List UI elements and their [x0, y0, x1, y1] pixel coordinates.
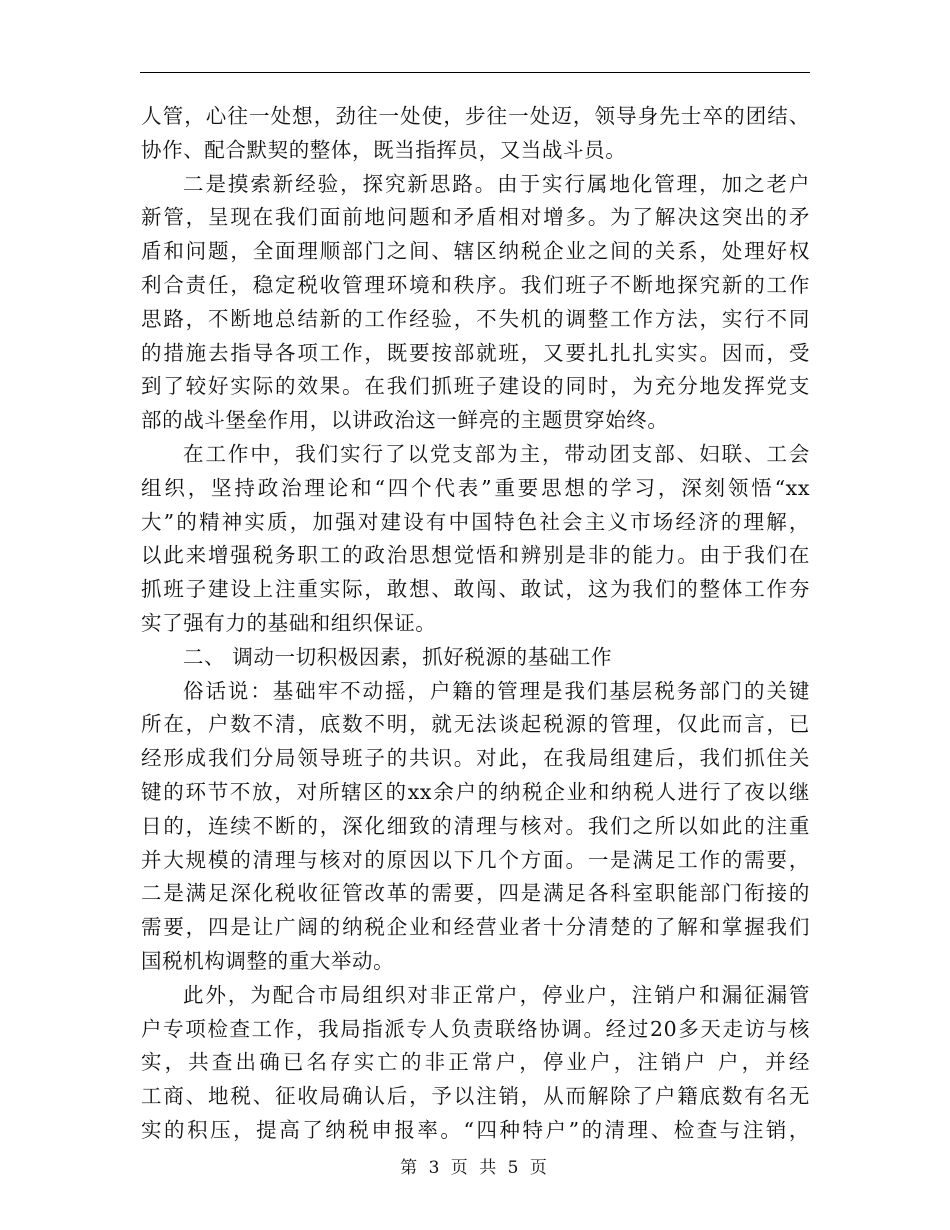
text-line: 部的战斗堡垒作用，以讲政治这一鲜亮的主题贯穿始终。 [141, 408, 669, 433]
text-line: 实，共查出确已名存实亡的非正常户，停业户，注销户 户，并经 [141, 1050, 810, 1075]
text-line: 组织，坚持政治理论和“四个代表”重要思想的学习，深刻领悟“xx [141, 475, 810, 500]
text-line: 思路，不断地总结新的工作经验，不失机的调整工作方法，实行不同 [141, 306, 810, 331]
text-line: 二是满足深化税收征管改革的需要，四是满足各科室职能部门衔接的 [141, 881, 810, 906]
text-line: 新管，呈现在我们面前地问题和矛盾相对增多。为了解决这突出的矛 [141, 205, 810, 230]
text-line: 人管，心往一处想，劲往一处使，步往一处迈，领导身先士卒的团结、 [141, 104, 810, 128]
text-line: 国税机构调整的重大举动。 [141, 948, 395, 973]
text-line: 并大规模的清理与核对的原因以下几个方面。一是满足工作的需要， [141, 847, 810, 872]
text-line: 的措施去指导各项工作，既要按部就班，又要扎扎扎实实。因而，受 [141, 340, 810, 365]
text-line: 所在，户数不清，底数不明，就无法谈起税源的管理，仅此而言，已 [141, 712, 810, 737]
text-line: 二是摸索新经验，探究新思路。由于实行属地化管理，加之老户 [183, 171, 810, 196]
text-line: 此外，为配合市局组织对非正常户，停业户，注销户和漏征漏管 [183, 982, 810, 1007]
text-line: 以此来增强税务职工的政治思想觉悟和辨别是非的能力。由于我们在 [141, 543, 810, 568]
text-line: 工商、地税、征收局确认后，予以注销，从而解除了户籍底数有名无 [141, 1084, 810, 1109]
text-line: 户专项检查工作，我局指派专人负责联络协调。经过20多天走访与核 [141, 1016, 810, 1041]
text-line: 二、 调动一切积极因素，抓好税源的基础工作 [183, 644, 613, 669]
text-line: 利合责任，稳定税收管理环境和秩序。我们班子不断地探究新的工作 [141, 272, 810, 297]
text-line: 经形成我们分局领导班子的共识。对此，在我局组建后，我们抓住关 [141, 746, 810, 771]
text-line: 大”的精神实质，加强对建设有中国特色社会主义市场经济的理解， [141, 509, 810, 534]
text-line: 盾和问题，全面理顺部门之间、辖区纳税企业之间的关系，处理好权 [141, 239, 810, 264]
text-line: 俗话说：基础牢不动摇，户籍的管理是我们基层税务部门的关键 [183, 678, 810, 703]
text-line: 抓班子建设上注重实际，敢想、敢闯、敢试，这为我们的整体工作夯 [141, 577, 810, 602]
text-line: 到了较好实际的效果。在我们抓班子建设的同时，为充分地发挥党支 [141, 374, 810, 399]
text-line: 在工作中，我们实行了以党支部为主，带动团支部、妇联、工会 [183, 441, 810, 466]
text-line: 实了强有力的基础和组织保证。 [141, 610, 437, 635]
text-line: 键的环节不放，对所辖区的xx余户的纳税企业和纳税人进行了夜以继 [141, 779, 810, 804]
text-line: 协作、配合默契的整体，既当指挥员，又当战斗员。 [141, 137, 627, 162]
text-line: 日的，连续不断的，深化细致的清理与核对。我们之所以如此的注重 [141, 813, 810, 838]
document-body [141, 100, 810, 1148]
header-rule [140, 72, 810, 73]
text-line: 实的积压，提高了纳税申报率。“四种特户”的清理、检查与注销， [141, 1117, 810, 1142]
text-line: 需要，四是让广阔的纳税企业和经营业者十分清楚的了解和掌握我们 [141, 915, 810, 940]
page-footer: 第 3 页 共 5 页 [400, 1158, 550, 1178]
